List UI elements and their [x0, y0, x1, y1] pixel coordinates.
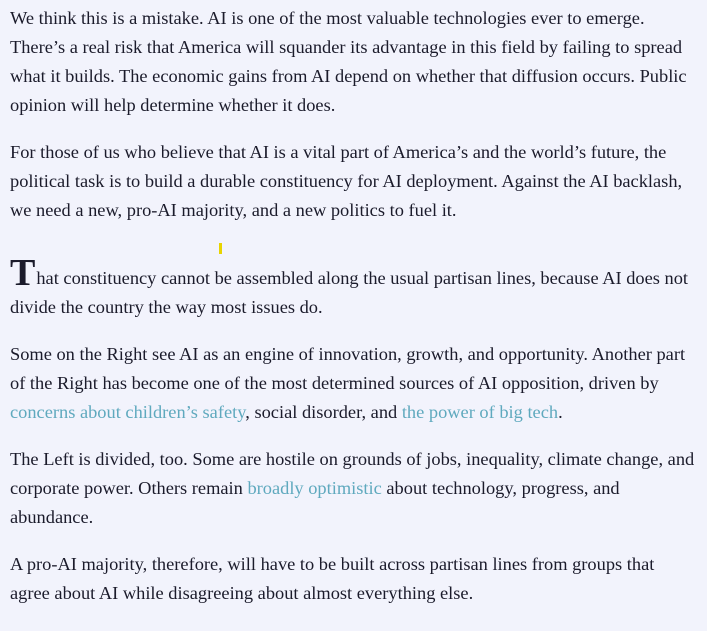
link-broadly-optimistic[interactable]: broadly optimistic [247, 478, 382, 498]
paragraph-left-text-2: about technology, progress, and abundance. [10, 478, 620, 527]
paragraph-mistake: We think this is a mistake. AI is one of the most valuable technologies ever to emerge. There’s a real risk that America will squander its advantage in this field by failing to spread what it builds. The economic gains from AI depend on whether that diffusion occurs. Public opinion will help determine whether it does. [10, 8, 687, 115]
paragraph-left-text-1: The Left is divided, too. Some are hostile on grounds of jobs, inequality, climate change, and corporate power. Others remain [10, 449, 695, 498]
paragraph-right [10, 340, 697, 427]
text-cursor [219, 243, 222, 254]
paragraph-right-text-1: Some on the Right see AI as an engine of innovation, growth, and opportunity. Another part of the Right has become one of the most determined sources of AI opposition, driven by [10, 344, 686, 393]
paragraph-constituency [10, 252, 697, 322]
paragraph-left [10, 445, 697, 532]
paragraph-pro-ai-majority: A pro-AI majority, therefore, will have to be built across partisan lines from groups that agree about AI while disagreeing about almost everything else. [10, 554, 655, 603]
drop-cap: T [10, 252, 37, 294]
paragraph-right-text-3: . [558, 402, 563, 422]
link-childrens-safety[interactable]: concerns about children’s safety [10, 402, 246, 422]
link-power-of-big-tech[interactable]: the power of big tech [401, 402, 559, 422]
paragraph-political-task: For those of us who believe that AI is a vital part of America’s and the world’s future, the political task is to build a durable constituency for AI deployment. Against the AI backlash, we need a new, pro-AI majority, and a new politics to fuel it. [10, 142, 683, 220]
paragraph-right-text-2: , social disorder, and [245, 402, 402, 422]
paragraph-constituency-text: hat constituency cannot be assembled along the usual partisan lines, because AI does not divide the country the way most issues do. [10, 268, 689, 317]
